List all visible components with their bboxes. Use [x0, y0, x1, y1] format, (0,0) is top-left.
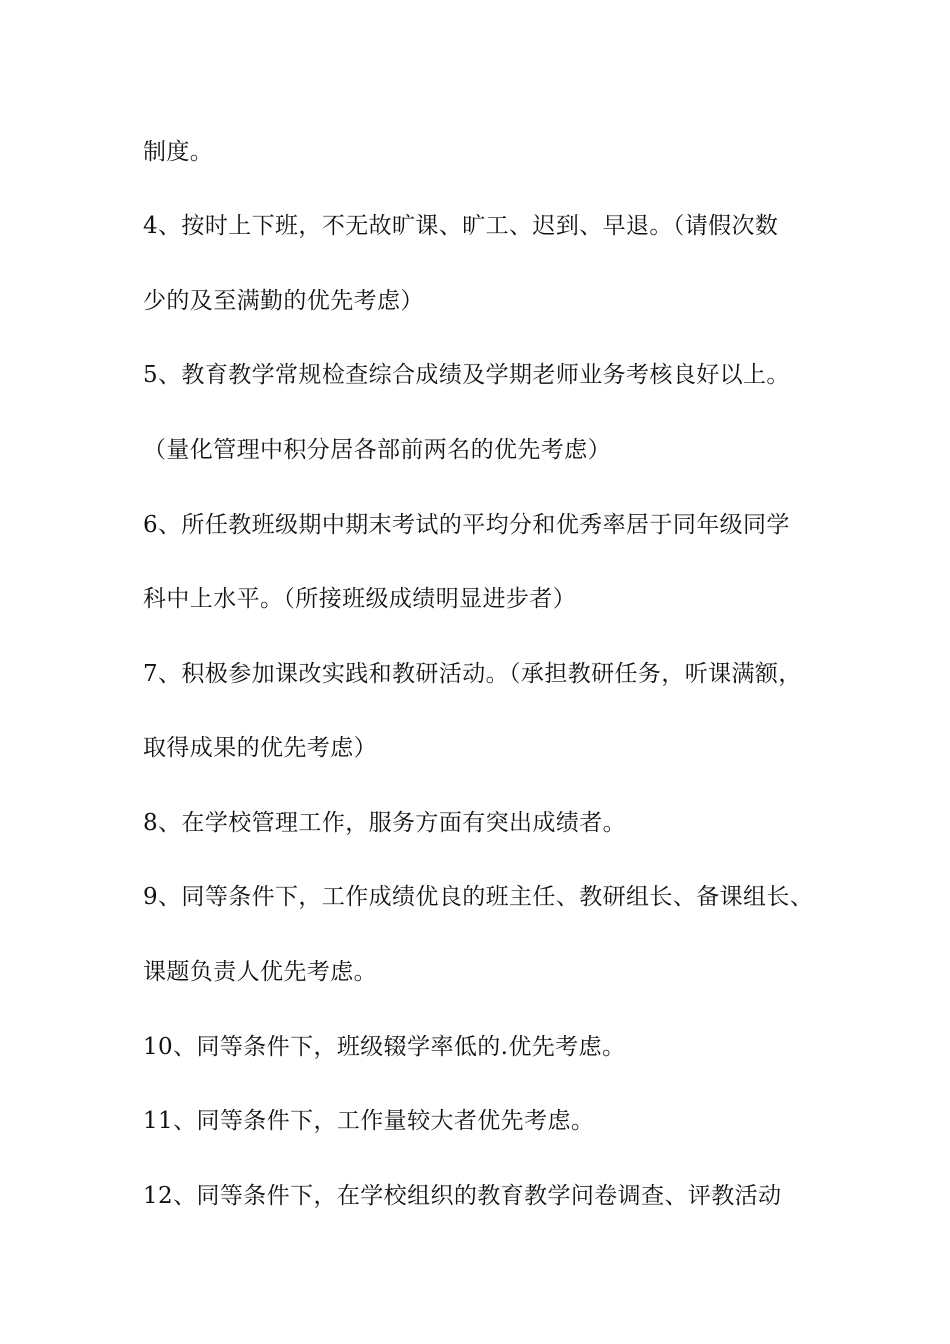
text-line-7: 科中上水平。（所接班级成绩明显进步者）: [143, 586, 577, 612]
text-line-2: 4、按时上下班，不无故旷课、旷工、迟到、早退。（请假次数: [143, 213, 779, 239]
text-line-12: 课题负责人优先考虑。: [143, 959, 377, 985]
text-line-9: 取得成果的优先考虑）: [143, 735, 377, 761]
text-line-4: 5、教育教学常规检查综合成绩及学期老师业务考核良好以上。: [143, 362, 790, 388]
text-line-10: 8、在学校管理工作，服务方面有突出成绩者。: [143, 810, 627, 836]
text-line-8: 7、积极参加课改实践和教研活动。（承担教研任务，听课满额，: [143, 661, 802, 687]
text-line-15: 12、同等条件下，在学校组织的教育教学问卷调查、评教活动: [143, 1183, 782, 1209]
text-line-11: 9、同等条件下，工作成绩优良的班主任、教研组长、备课组长、: [143, 884, 814, 910]
text-line-5: （量化管理中积分居各部前两名的优先考虑）: [143, 437, 611, 463]
text-line-3: 少的及至满勤的优先考虑）: [143, 288, 424, 314]
text-line-13: 10、同等条件下，班级辍学率低的.优先考虑。: [143, 1034, 626, 1060]
text-line-1: 制度。: [143, 139, 214, 165]
text-line-14: 11、同等条件下，工作量较大者优先考虑。: [143, 1108, 595, 1134]
text-line-6: 6、所任教班级期中期末考试的平均分和优秀率居于同年级同学: [143, 512, 790, 538]
